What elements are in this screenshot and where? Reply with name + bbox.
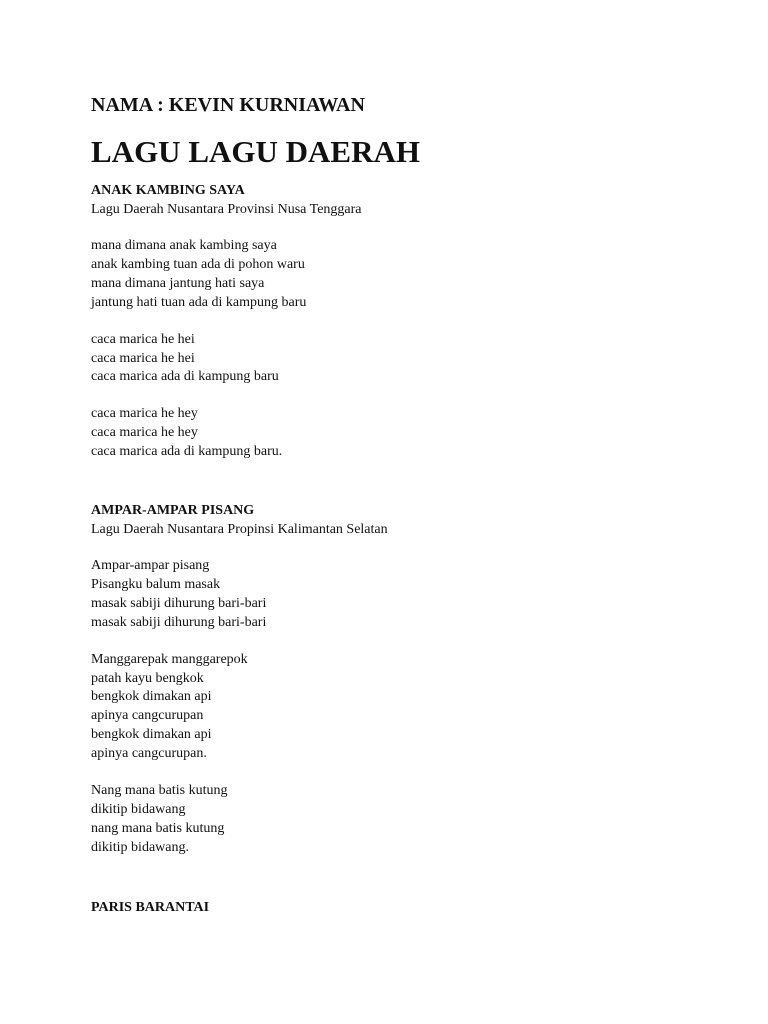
lyric-line: dikitip bidawang. bbox=[91, 839, 189, 855]
song-section bbox=[91, 898, 209, 917]
lyric-line: caca marica he hei bbox=[91, 350, 195, 366]
lyric-line: Nang mana batis kutung bbox=[91, 783, 228, 799]
lyric-line: patah kayu bengkok bbox=[91, 670, 204, 686]
lyric-line: caca marica ada di kampung baru bbox=[91, 369, 279, 385]
stanza bbox=[91, 331, 362, 388]
lyric-line: jantung hati tuan ada di kampung baru bbox=[91, 294, 307, 310]
song-title: PARIS BARANTAI bbox=[91, 900, 210, 915]
lyric-line: caca marica he hey bbox=[91, 406, 198, 422]
lyric-line: Ampar-ampar pisang bbox=[91, 558, 210, 573]
stanza bbox=[91, 237, 362, 313]
song-title: ANAK KAMBING SAYA bbox=[91, 183, 245, 198]
lyric-line: nang mana batis kutung bbox=[91, 820, 225, 836]
lyric-line: caca marica he hei bbox=[91, 331, 195, 347]
stanza bbox=[91, 405, 362, 462]
author-name-line: NAMA : KEVIN KURNIAWAN bbox=[91, 94, 365, 116]
lyric-line: apinya cangcurupan bbox=[91, 708, 204, 724]
lyric-line: anak kambing tuan ada di pohon waru bbox=[91, 256, 305, 272]
lyric-line: masak sabiji dihurung bari-bari bbox=[91, 595, 267, 611]
lyric-line: Manggarepak manggarepok bbox=[91, 651, 248, 667]
lyric-line: apinya cangcurupan. bbox=[91, 746, 207, 762]
lyric-line: mana dimana anak kambing saya bbox=[91, 238, 277, 253]
document-title: LAGU LAGU DAERAH bbox=[91, 134, 420, 169]
lyric-line: dikitip bidawang bbox=[91, 801, 186, 817]
song-origin: Lagu Daerah Nusantara Propinsi Kalimantan Selatan bbox=[91, 522, 388, 537]
song-title: AMPAR-AMPAR PISANG bbox=[91, 503, 255, 518]
stanza bbox=[91, 782, 388, 858]
lyric-line: caca marica ada di kampung baru. bbox=[91, 444, 283, 460]
song-section bbox=[91, 181, 362, 462]
song-origin: Lagu Daerah Nusantara Provinsi Nusa Tenggara bbox=[91, 202, 362, 217]
lyric-line: Pisangku balum masak bbox=[91, 576, 221, 592]
lyric-line: bengkok dimakan api bbox=[91, 727, 212, 743]
lyric-line: caca marica he hey bbox=[91, 425, 198, 441]
lyric-line: masak sabiji dihurung bari-bari bbox=[91, 614, 267, 630]
lyric-line: bengkok dimakan api bbox=[91, 689, 212, 705]
stanza bbox=[91, 651, 388, 764]
song-section bbox=[91, 501, 388, 858]
lyric-line: mana dimana jantung hati saya bbox=[91, 275, 265, 291]
stanza bbox=[91, 557, 388, 633]
